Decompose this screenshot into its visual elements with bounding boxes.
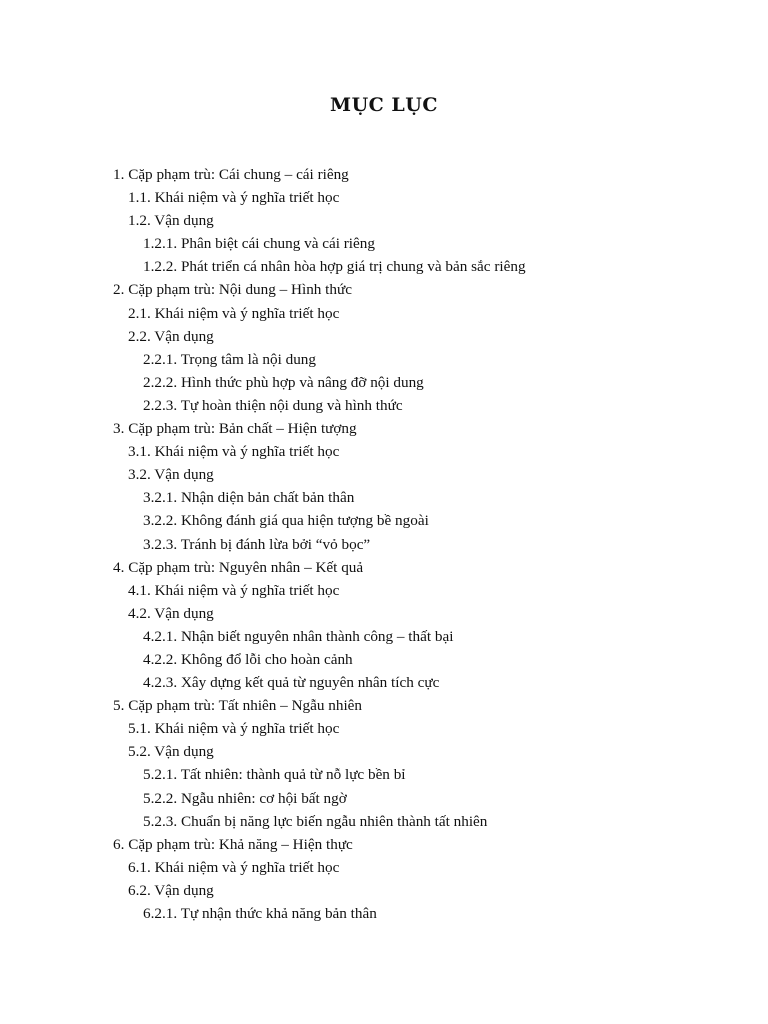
toc-subsection: 2.2. Vận dụng: [128, 327, 214, 345]
toc-subsection: 6.2. Vận dụng: [128, 881, 214, 899]
toc-section: 3. Cặp phạm trù: Bản chất – Hiện tượng: [113, 420, 357, 438]
toc-subsection: 5.2. Vận dụng: [128, 743, 214, 761]
toc-section: 1. Cặp phạm trù: Cái chung – cái riêng: [113, 166, 349, 183]
toc-subsection: 2.1. Khái niệm và ý nghĩa triết học: [128, 304, 340, 322]
toc-subsubsection: 3.2.2. Không đánh giá qua hiện tượng bề ngoài: [143, 512, 429, 530]
toc-subsubsection: 5.2.1. Tất nhiên: thành quả từ nỗ lực bền bỉ: [143, 766, 406, 784]
toc-subsection: 4.1. Khái niệm và ý nghĩa triết học: [128, 581, 340, 599]
toc-subsubsection: 2.2.1. Trọng tâm là nội dung: [143, 350, 316, 368]
toc-subsubsection: 4.2.3. Xây dựng kết quả từ nguyên nhân tích cực: [143, 674, 440, 692]
toc-subsection: 3.1. Khái niệm và ý nghĩa triết học: [128, 443, 340, 461]
toc-section: 5. Cặp phạm trù: Tất nhiên – Ngẫu nhiên: [113, 697, 362, 715]
toc-subsection: 1.2. Vận dụng: [128, 212, 214, 230]
toc-subsubsection: 1.2.1. Phân biệt cái chung và cái riêng: [143, 235, 375, 253]
toc-subsubsection: 3.2.3. Tránh bị đánh lừa bởi “vỏ bọc”: [143, 535, 371, 553]
toc-subsubsection: 1.2.2. Phát triển cá nhân hòa hợp giá trị chung và bản sắc riêng: [143, 258, 526, 276]
toc-subsubsection: 2.2.3. Tự hoàn thiện nội dung và hình thức: [143, 396, 403, 414]
toc-subsection: 1.1. Khái niệm và ý nghĩa triết học: [128, 189, 340, 207]
page-title: MỤC LỤC: [330, 94, 438, 116]
toc-subsubsection: 5.2.2. Ngẫu nhiên: cơ hội bất ngờ: [143, 789, 347, 807]
toc-subsection: 5.1. Khái niệm và ý nghĩa triết học: [128, 720, 340, 738]
toc-section: 6. Cặp phạm trù: Khả năng – Hiện thực: [113, 835, 353, 853]
toc-subsubsection: 6.2.1. Tự nhận thức khả năng bản thân: [143, 905, 377, 922]
toc-section: 4. Cặp phạm trù: Nguyên nhân – Kết quả: [113, 558, 364, 576]
toc-subsubsection: 4.2.1. Nhận biết nguyên nhân thành công – thất bại: [143, 627, 454, 645]
toc-section: 2. Cặp phạm trù: Nội dung – Hình thức: [113, 281, 352, 299]
toc-subsection: 4.2. Vận dụng: [128, 604, 214, 622]
toc-subsubsection: 3.2.1. Nhận diện bản chất bản thân: [143, 489, 355, 507]
toc-subsection: 3.2. Vận dụng: [128, 466, 214, 484]
toc-subsubsection: 4.2.2. Không đổ lỗi cho hoàn cảnh: [143, 650, 353, 668]
toc-subsection: 6.1. Khái niệm và ý nghĩa triết học: [128, 858, 340, 876]
toc-subsubsection: 2.2.2. Hình thức phù hợp và nâng đỡ nội dung: [143, 373, 424, 391]
table-of-contents: [113, 163, 733, 925]
toc-subsubsection: 5.2.3. Chuẩn bị năng lực biến ngẫu nhiên thành tất nhiên: [143, 812, 488, 830]
